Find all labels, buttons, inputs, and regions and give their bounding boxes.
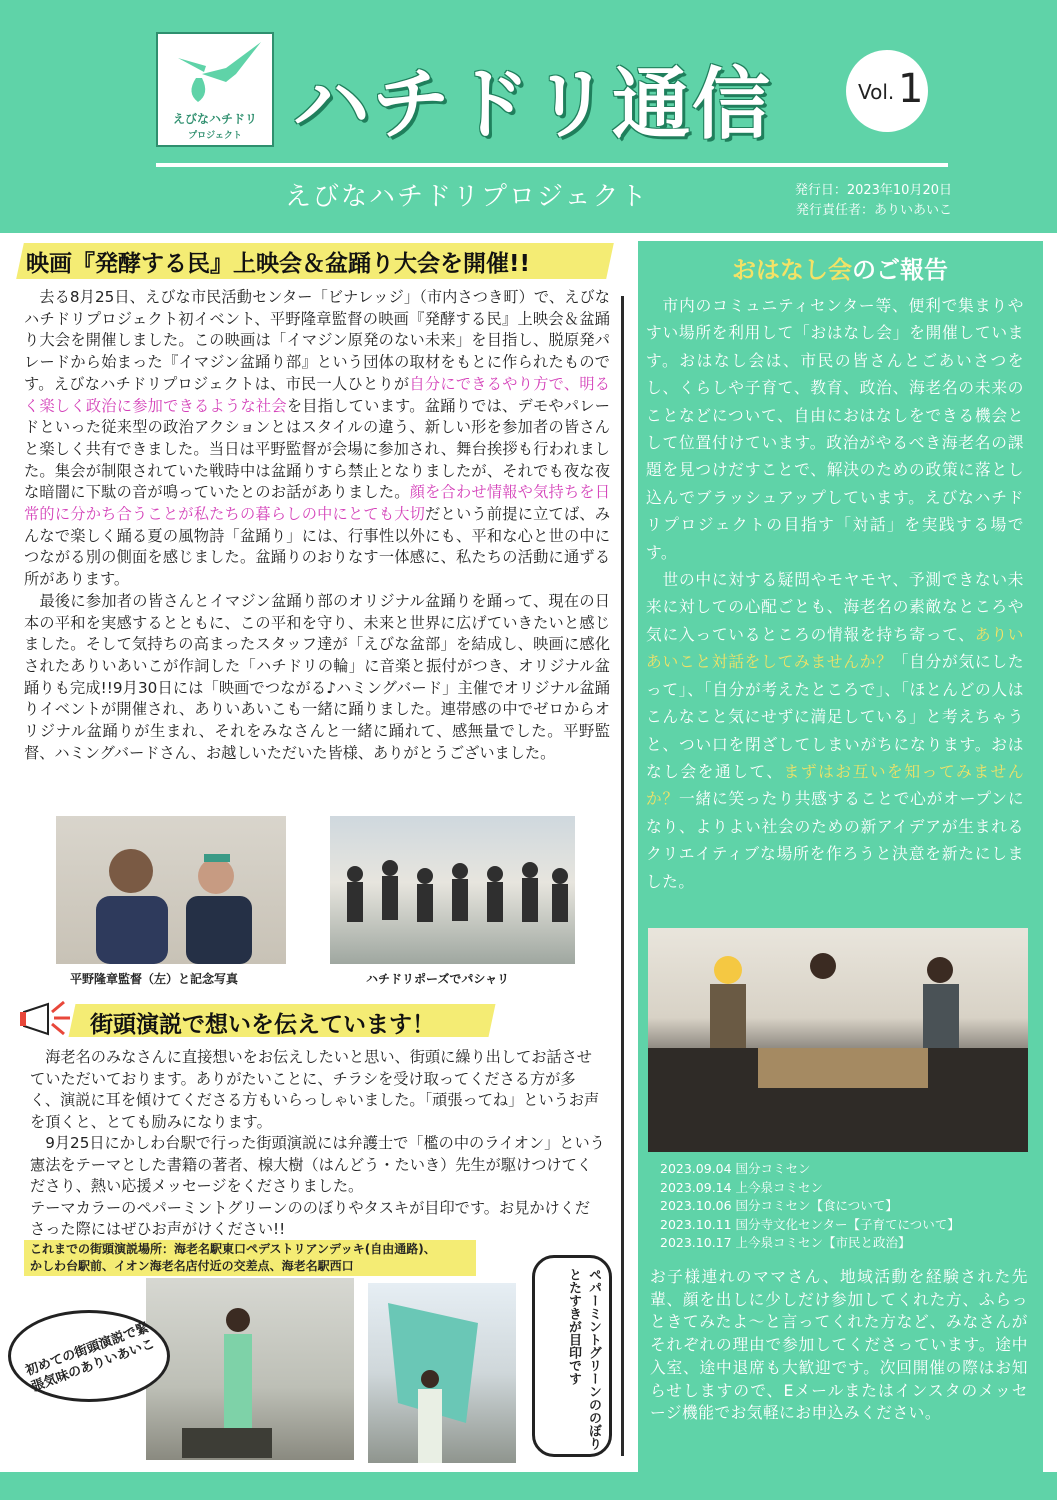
logo-sub: プロジェクト	[188, 131, 242, 141]
publisher: 発行責任者：ありいあいこ	[795, 203, 952, 218]
issue-info	[740, 181, 952, 221]
pink-highlight: 自分にできるやり方で、明るく楽しく政治に参加できるような社会	[24, 374, 610, 415]
article2-body	[30, 1047, 605, 1241]
report-paragraph: 世の中に対する疑問やモヤモヤ、予測できない未来に対しての心配ごとも、海老名の素敵なところや気に入っているところの情報を持ち寄って、ありいあいこと対話をしてみませんか？「自分が気にしたって」、「自分が考えたところで」、「ほとんどの人はこんなこと気にせずに満足している」と考えちゃうと、つい口を閉ざしてしまいがちになります。おはなし会を通して、まずはお互いを知ってみませんか？一緒に笑ったり共感することで心がオープンになり、よりよい社会のための新アイデアが生まれるクリエイティブな場所を作ろうと決意を新たにしました。	[646, 570, 1025, 891]
report-title: おはなし会のご報告	[732, 256, 948, 284]
yellow-highlight: まずはお互いを知ってみませんか？	[646, 761, 1025, 809]
article2-heading: 街頭演説で想いを伝えています！	[90, 1012, 435, 1038]
photo-talk-meeting	[648, 928, 1028, 1152]
article1-body	[24, 287, 610, 764]
photo-caption: 平野隆章監督（左）と記念写真	[70, 972, 239, 986]
meeting-dates	[660, 1160, 1020, 1253]
vol-label: Vol.	[858, 80, 895, 104]
article2-paragraph: 9月25日にかしわ台駅で行った街頭演説には弁護士で「檻の中のライオン」という憲法をテーマとした書籍の著者、楾大樹（はんどう・たいき）先生が駆けつけてくださり、熱い応援メッセージをくださりました。	[30, 1134, 605, 1195]
masthead	[0, 0, 1057, 230]
report-paragraph: 市内のコミュニティセンター等、便利で集まりやすい場所を利用して「おはなし会」を開催しています。おはなし会は、市民の皆さんとごあいさつをし、くらしや子育て、教育、政治、海老名の未来のことなどについて、自由におはなしをできる機会として位置付けています。政治がやるべき海老名の課題を見つけだすことで、解決のための政策に落とし込んでブラッシュアップしています。えびなハチドリプロジェクトの目指す「対話」を実践する場です。	[646, 296, 1024, 562]
date-item: 2023.10.06 国分コミセン【食について】	[660, 1198, 898, 1213]
photo-dance	[330, 816, 575, 964]
date-item: 2023.09.04 国分コミセン	[660, 1161, 811, 1176]
column-divider	[621, 296, 624, 1456]
report-body	[646, 292, 1024, 895]
logo-name: えびなハチドリ	[172, 112, 257, 126]
volume-badge	[846, 50, 928, 132]
speech-bubble: 初めての街頭演説で緊張気味のありいあいこ	[8, 1310, 170, 1402]
issue-date: 発行日：2023年10月20日	[794, 183, 952, 198]
photo-caption: ハチドリポーズでパシャリ	[366, 972, 510, 986]
photo-banner	[368, 1283, 516, 1463]
date-item: 2023.10.17 上今泉コミセン【市民と政治】	[660, 1235, 911, 1250]
report-closing: お子様連れのママさん、地域活動を経験された先輩、顔を出しに少しだけ参加してくれた方、ふらっときてみたよ〜と言ってくれた方など、みなさんがそれぞれの理由で参加してくださっています。途中入室、途中退席も大歓迎です。次回開催の際はお知らせしますので、Eメールまたはインスタのメッセージ機能でお気軽にお申込みください。	[650, 1267, 1028, 1423]
article1-heading: 映画『発酵する民』上映会＆盆踊り大会を開催!!	[26, 251, 530, 277]
logo	[156, 32, 274, 147]
subtitle: えびなハチドリプロジェクト	[285, 182, 649, 212]
speech-locations: これまでの街頭演説場所：海老名駅東口ペデストリアンデッキ(自由通路)、 かしわ台駅前、イオン海老名店付近の交差点、海老名駅西口	[24, 1240, 476, 1276]
megaphone-icon	[18, 990, 88, 1046]
vol-number: 1	[898, 66, 924, 112]
pink-highlight: 顔を合わせ情報や気持ちを日常的に分かち合うことが私たちの暮らしの中にとても大切	[24, 483, 611, 524]
article2-paragraph: テーマカラーのペパーミントグリーンののぼりやタスキが目印です。お見かけくださった際にはぜひお声がけください!!	[30, 1198, 591, 1238]
article2-paragraph: 海老名のみなさんに直接想いをお伝えしたいと思い、街頭に繰り出してお話させていただいております。ありがたいことに、チラシを受け取ってくださる方が多く、演説に耳を傾けてくださる方もいらっしゃいました。「頑張ってね」というお声を頂くと、とても励みになります。	[30, 1048, 600, 1131]
newsletter-title: ハチドリ通信	[292, 60, 773, 150]
yellow-highlight: ありいあいこと対話をしてみませんか？	[646, 624, 1024, 672]
photo-director	[56, 816, 286, 964]
hummingbird-icon	[166, 38, 266, 110]
date-item: 2023.09.14 上今泉コミセン	[660, 1179, 824, 1195]
footer-bar	[0, 1472, 1057, 1500]
article1-paragraph: 去る8月25日、えびな市民活動センター「ビナレッジ」（市内さつき町）で、えびなハチドリプロジェクト初イベント、平野隆章監督の映画『発酵する民』上映会＆盆踊り大会を開催しました。この映画は「イマジン原発のない未来」を目指し、脱原発パレードから始まった『イマジン盆踊り部』という団体の取材をもとに作られたものです。えびなハチドリプロジェクトは、市民一人ひとりが自分にできるやり方で、明るく楽しく政治に参加できるような社会を目指しています。盆踊りでは、デモやパレードといった従来型の政治アクションとはスタイルの違う、新しい形を参加者の皆さんと楽しく共有できました。当日は平野監督が会場に参加され、舞台挨拶も行われました。集会が制限されていた戦時中は盆踊りすら禁止となりましたが、それでも夜な夜な暗闇に下駄の音が鳴っていたとのお話がありました。顔を合わせ情報や気持ちを日常的に分かち合うことが私たちの暮らしの中にとても大切だという前提に立てば、みんなで楽しく踊る夏の風物詩「盆踊り」には、行事性以外にも、平和な心と世の中につながる別の側面を感じました。盆踊りのおりなす一体感に、私たちの活動に通ずる所があります。	[24, 288, 611, 589]
speech-bubble: ペパーミントグリーンののぼりとたすきが目印です	[532, 1255, 612, 1457]
date-item: 2023.10.11 国分寺文化センター【子育てについて】	[660, 1216, 960, 1232]
photo-street-speech	[146, 1278, 354, 1460]
header-divider	[156, 163, 948, 167]
article1-paragraph: 最後に参加者の皆さんとイマジン盆踊り部のオリジナル盆踊りを踊って、現在の日本の平和を実感するとともに、この平和を守り、未来と世界に広げていきたいと感じました。そして気持ちの高まったスタッフ達が「えびな盆部」を結成し、映画に感化されたありいあいこが作詞した「ハチドリの輪」に音楽と振付がつき、オリジナル盆踊りも完成!!9月30日には「映画でつながる♪ハミングバード」主催でオリジナル盆踊りイベントが開催され、ありいあいこも一緒に踊りました。連帯感の中でゼロからオリジナル盆踊りが生まれ、それをみなさんと一緒に踊れて、感無量でした。平野監督、ハミングバードさん、お越しいただいた皆様、ありがとうございました。	[24, 591, 611, 762]
